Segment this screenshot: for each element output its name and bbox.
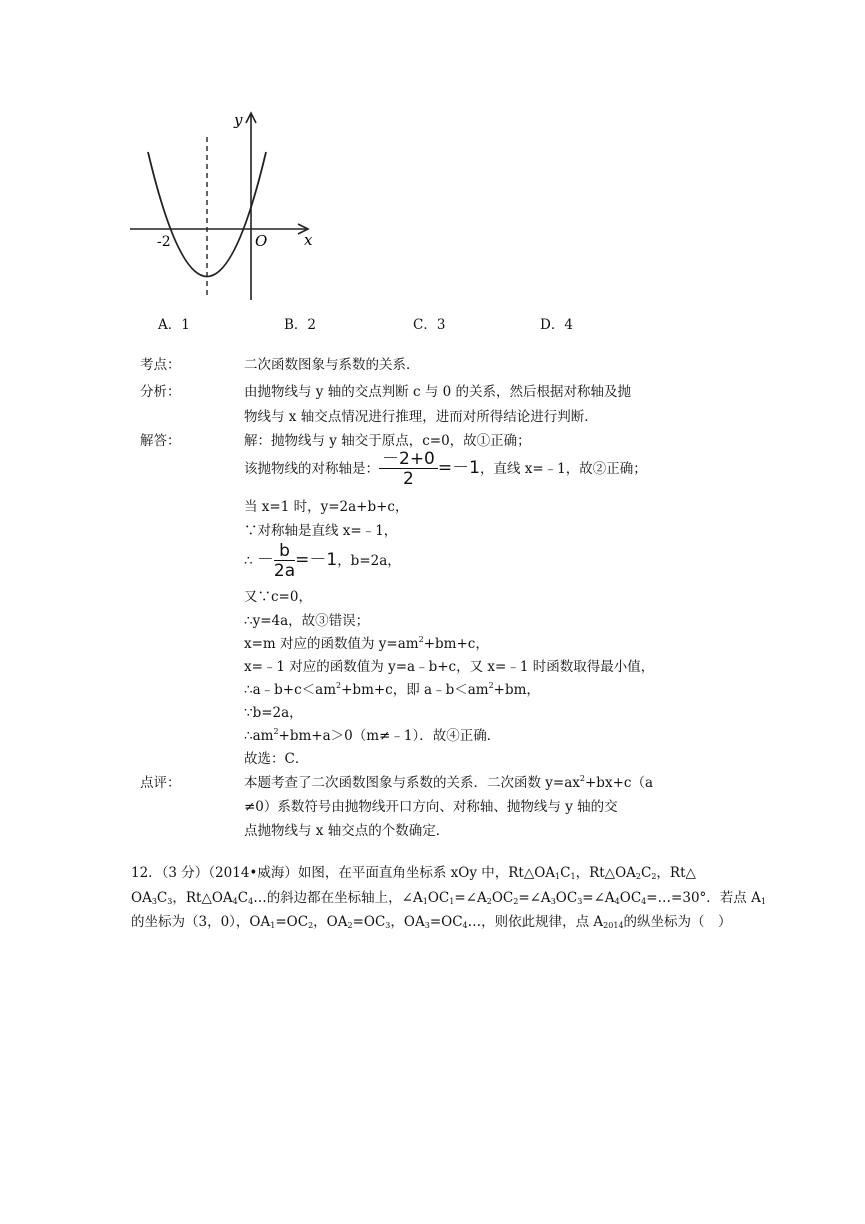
option-c: C．3 [413, 317, 446, 333]
option-b: B．2 [284, 317, 317, 333]
solution-line-12: $\therefore am^2+bm+a>0(m\ne﹣1)$．故④正确． [244, 727, 501, 744]
dianping-line-2: ≠0）系数符号由抛物线开口方向、对称轴、抛物线与 y 轴的交 [244, 799, 618, 815]
solution-line-6: 又∵c=0， [244, 589, 312, 605]
parabola-graph [120, 105, 330, 305]
fraction-axis: $\frac{-2+0}{2}$ [379, 450, 438, 489]
solution-line-4: ∵对称轴是直线 x=﹣1， [244, 523, 398, 539]
solution-line-13: 故选：C． [244, 751, 309, 767]
tick-label-neg2: -2 [157, 234, 171, 250]
dianping-line-1: 本题考查了二次函数图象与系数的关系．二次函数 $y=ax^2+bx+c(a$ [244, 774, 653, 791]
solution-line-2: 该抛物线的对称轴是： $\frac{-2+0}{2}$ =－1，直线 x=﹣1，故②正确； [244, 449, 647, 489]
solution-line-10: $\therefore a﹣b+c<am^2+bm+c$，即 $a﹣b<am^2+bm$， [244, 681, 540, 698]
y-axis-label: y [234, 111, 243, 129]
solution-line-9: x=﹣1 对应的函数值为 y=a﹣b+c，又 x=﹣1 时函数取得最小值， [244, 659, 655, 675]
fenxi-line-2: 物线与 x 轴交点情况进行推理，进而对所得结论进行判断． [244, 409, 598, 425]
kaodian-text: 二次函数图象与系数的关系． [244, 357, 420, 373]
solution-line-8: x=m 对应的函数值为 $y=am^2+bm+c$， [244, 635, 489, 652]
q12-line-3: 的坐标为（3，0），$OA_1=OC_2$，$OA_2=OC_3$，$OA_3=OC_4\dots$，则依此规律，点 $A_{2014}$的纵坐标为（ ） [131, 914, 732, 930]
option-d: D．4 [540, 317, 573, 333]
fraction-b-over-2a: $\frac{b}{2a}$ [273, 541, 296, 581]
q12-line-1: 12．（3 分）（2014•威海）如图，在平面直角坐标系 xOy 中，$Rt\triangle OA_1C_1$，$Rt\triangle OA_2C_2$，Rt△ [131, 865, 696, 881]
solution-line-3: 当 x=1 时，y=2a+b+c， [244, 499, 409, 515]
x-axis-label: x [304, 231, 313, 249]
dianping-label: 点评： [140, 775, 181, 791]
fenxi-label: 分析： [140, 384, 181, 400]
q12-line-2: $OA_3C_3$，$Rt\triangle OA_4C_4\dots$的斜边都在坐标轴上，$\angle A_1OC_1=\angle A_2OC_2=\angle A_3OC_3=\angle A_4OC_4=\dots=30^\circ$．若点 $A_1$ [131, 890, 766, 906]
kaodian-label: 考点： [140, 357, 181, 373]
jieda-label: 解答： [140, 433, 181, 449]
origin-label: O [255, 232, 268, 250]
fenxi-line-1: 由抛物线与 y 轴的交点判断 c 与 0 的关系，然后根据对称轴及抛 [244, 384, 632, 400]
solution-line-1: 解：抛物线与 y 轴交于原点，c=0，故①正确； [244, 433, 531, 449]
solution-line-11: ∵b=2a， [244, 705, 303, 721]
solution-line-5: ∴ － $\frac{b}{2a}$ =－1，b=2a， [244, 541, 401, 581]
solution-line-7: ∴y=4a，故③错误； [244, 613, 370, 629]
dianping-line-3: 点抛物线与 x 轴交点的个数确定． [244, 823, 450, 839]
option-a: A．1 [158, 317, 190, 333]
